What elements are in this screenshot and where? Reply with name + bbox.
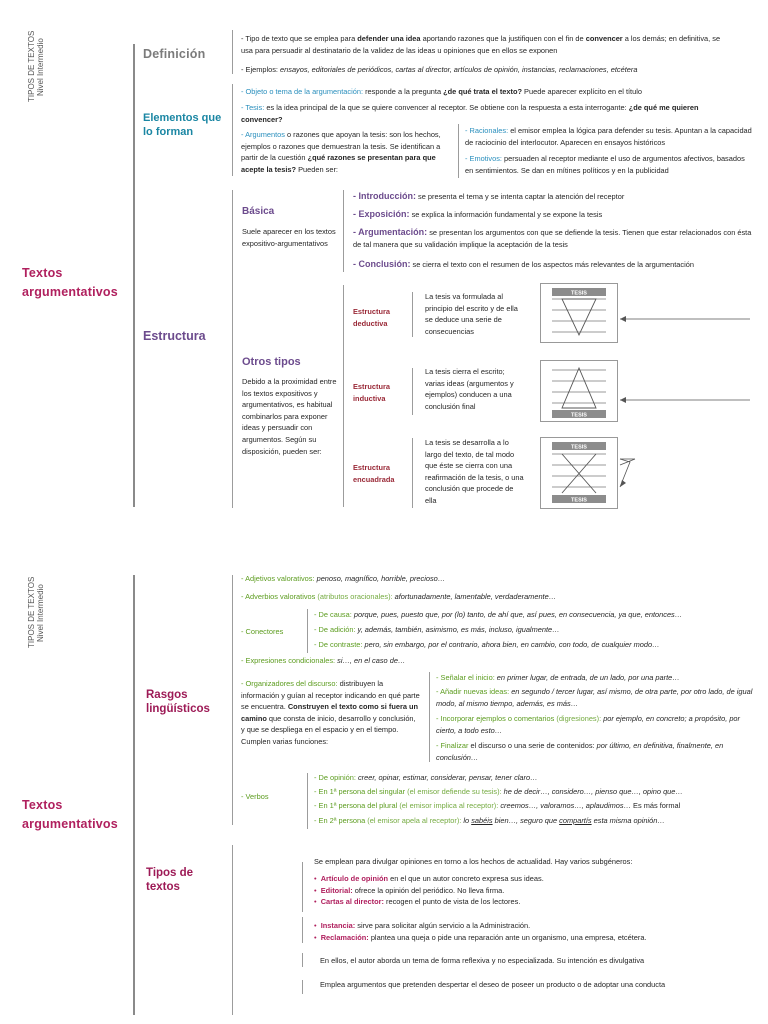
elementos-objeto: - Objeto o tema de la argumentación: responde a la pregunta ¿de qué trata el texto? Puede aparecer explícito en el título	[241, 87, 642, 96]
elementos-emotivos: - Emotivos: persuaden al receptor mediante el uso de argumentos afectivos, basados en sentimientos. Se dan en mítines políticos y en la publicidad	[465, 154, 745, 175]
tipos-heading: Tipos de textos	[146, 867, 194, 893]
main-divider	[133, 575, 135, 1015]
verbos-segunda: - En 2ª persona (el emisor apela al receptor): lo sabéis bien…, seguro que compartís esta misma opinión…	[314, 816, 665, 825]
encuadrada-text: La tesis se desarrolla a lo largo del texto, de tal modo que éste se cierra con una reafirmación de la tesis, o una conclusión que procede de ella	[425, 438, 524, 505]
sidebar-label: TIPOS DE TEXTOS Nivel Intermedio	[27, 576, 45, 648]
tipos-divider	[232, 845, 233, 1015]
elementos-tesis: - Tesis: es la idea principal de la que se quiere convencer al receptor. Se obtiene con la respuesta a esta interrogante: ¿de qué me quieren convencer?	[241, 103, 699, 124]
inductiva-diagram	[540, 360, 760, 422]
estructura-concl: - Conclusión: se cierra el texto con el resumen de los aspectos más relevantes de la argumentación	[353, 259, 694, 269]
rasgos-organizadores: - Organizadores del discurso: distribuyen la información y guían al receptor indicando en qué parte se encuentra. Construyen el texto como si fuera un camino que consta de inicio, desarrollo y conclusión, y que se despliega en el espacio y en el tiempo. Cumplen varias funciones:	[241, 679, 420, 746]
elementos-heading: Elementos que lo forman	[143, 112, 222, 138]
tesis-tag: TESIS	[571, 290, 587, 297]
estructura-heading: Estructura	[143, 329, 206, 343]
definicion-divider	[232, 30, 233, 74]
verbos-plural: - En 1ª persona del plural (el emisor implica al receptor): creemos…, valoramos…, aplaudimos… Es más formal	[314, 801, 681, 810]
tipos-item-instancia: • Instancia: sirve para solicitar algún servicio a la Administración.	[314, 921, 531, 930]
tesis-tag: TESIS	[571, 444, 587, 451]
tipos-item-editorial: • Editorial: ofrece la opinión del periódico. No lleva firma.	[314, 885, 505, 895]
org-ejemplos: - Incorporar ejemplos o comentarios (digresiones): por ejemplo, en concreto; a propósito, por cierto, a todo esto…	[436, 714, 741, 735]
rasgos-adverbios: - Adverbios valorativos (atributos oracionales): afortunadamente, lamentable, verdaderamente…	[241, 592, 557, 601]
deductiva-label: Estructura deductiva	[353, 307, 390, 328]
inductiva-label: Estructura inductiva	[353, 382, 390, 403]
tipos-ensayo: En ellos, el autor aborda un tema de forma reflexiva y no especializada. Su intención es divulgativa	[320, 956, 645, 965]
tesis-tag: TESIS	[571, 412, 587, 419]
definicion-ejemplos: - Ejemplos: ensayos, editoriales de periódicos, cartas al director, artículos de opinión, instancias, reclamaciones, etcétera	[241, 65, 638, 74]
org-nuevas: - Añadir nuevas ideas: en segundo / tercer lugar, así mismo, de otra parte, por otro lado, de igual modo, al mismo tiempo, además, es más…	[436, 687, 753, 708]
rasgos-heading: Rasgos lingüísticos	[146, 689, 210, 715]
tipos-item-articulo: • Artículo de opinión en el que un autor concreto expresa sus ideas.	[314, 874, 544, 883]
basica-text: Suele aparecer en los textos expositivo-argumentativos	[242, 227, 336, 248]
ensayo-divider	[302, 953, 303, 967]
tipos-item-cartas: • Cartas al director: recogen el punto de vista de los lectores.	[314, 897, 521, 907]
rasgos-divider	[232, 575, 233, 825]
tipos-intro: Se emplean para divulgar opiniones en torno a los hechos de actualidad. Hay varios subgéneros:	[314, 857, 633, 866]
deductiva-divider	[412, 292, 413, 337]
inductiva-text: La tesis cierra el escrito; varias ideas (argumentos y ejemplos) conducen a una conclusión final	[425, 367, 514, 411]
otros-heading: Otros tipos	[242, 356, 301, 368]
estructura-expo: - Exposición: se explica la información fundamental y se expone la tesis	[353, 209, 603, 219]
deductiva-diagram	[540, 283, 760, 343]
elementos-argumentos: - Argumentos o razones que apoyan la tesis: son los hechos, ejemplos o razones que demuestran la tesis. Se identifican a partir de la cuestión ¿qué razones se presentan para que acepte la tesis? Pueden ser:	[241, 130, 441, 174]
instancia-divider	[302, 917, 303, 943]
sidebar-label: TIPOS DE TEXTOS Nivel Intermedio	[27, 30, 45, 102]
verbos-opinion: - De opinión: creer, opinar, estimar, considerar, pensar, tener claro…	[314, 773, 538, 782]
verbos-singular: - En 1ª persona del singular (el emisor defiende su tesis): he de decir…, considero…, pienso que…, opino que…	[314, 787, 683, 796]
basica-heading: Básica	[242, 206, 275, 217]
page-title: Textos argumentativos	[22, 266, 118, 299]
otros-divider	[343, 285, 344, 507]
conectores-contraste: - De contraste: pero, sin embargo, por el contrario, ahora bien, en cambio, con todo, de cualquier modo…	[314, 640, 660, 649]
tesis-tag: TESIS	[571, 497, 587, 504]
encuadrada-divider	[412, 438, 413, 508]
org-inicio: - Señalar el inicio: en primer lugar, de entrada, de un lado, por una parte…	[436, 673, 680, 682]
tipos-sub-divider	[302, 862, 303, 912]
tipos-publicidad: Emplea argumentos que pretenden despertar el deseo de poseer un producto o de adoptar una conducta	[320, 980, 666, 989]
conectores-divider	[307, 609, 308, 653]
tipos-list	[314, 873, 764, 908]
conectores-causa: - De causa: porque, pues, puesto que, por (lo) tanto, de ahí que, así pues, en consecuencia, ya que, entonces…	[314, 610, 683, 619]
deductiva-text: La tesis va formulada al principio del escrito y de ella se deduce una serie de consecuencias	[425, 292, 518, 336]
encuadrada-label: Estructura encuadrada	[353, 463, 395, 484]
organizadores-divider	[429, 672, 430, 762]
basica-divider	[343, 190, 344, 272]
elementos-racionales: - Racionales: el emisor emplea la lógica para defender su tesis. Apuntan a la capacidad de raciocinio del interlocutor. Aparecen en ensayos históricos	[465, 126, 752, 147]
org-finalizar: - Finalizar el discurso o una serie de contenidos: por último, en definitiva, finalmente, en conclusión…	[436, 741, 724, 762]
conectores-label: - Conectores	[241, 627, 284, 636]
argumentos-divider	[458, 124, 459, 178]
verbos-label: - Verbos	[241, 792, 269, 801]
tipos-item-reclamacion: • Reclamación: plantea una queja o pide una reparación ante un organismo, una empresa, etcétera.	[314, 932, 647, 942]
definicion-heading: Definición	[143, 47, 206, 61]
page-title: Textos argumentativos	[22, 798, 118, 831]
estructura-argu: - Argumentación: se presentan los argumentos con que se defiende la tesis. Tienen que estar relacionados con ésta de tal manera que su validación implique la aceptación de la tesis	[353, 227, 752, 249]
otros-text: Debido a la proximidad entre los textos expositivos y argumentativos, es habitual combinarlos para exponer ideas y persuadir con argumentos. Según su disposición, pueden ser:	[242, 377, 337, 456]
definicion-text: - Tipo de texto que se emplea para defender una idea aportando razones que la justifiquen con el fin de convencer a los demás; en definitiva, se usa para persuadir al destinatario de la validez de las ideas u opiniones que en ellos se exponen	[241, 34, 721, 55]
verbos-divider	[307, 773, 308, 829]
rasgos-adjetivos: - Adjetivos valorativos: penoso, magnífico, horrible, precioso…	[241, 574, 446, 583]
rasgos-condicionales: - Expresiones condicionales: si…, en el caso de…	[241, 656, 406, 665]
estructura-intro: - Introducción: se presenta el tema y se intenta captar la atención del receptor	[353, 191, 625, 201]
inductiva-divider	[412, 368, 413, 415]
conectores-adicion: - De adición: y, además, también, asimismo, es más, incluso, igualmente…	[314, 625, 560, 634]
encuadrada-diagram	[540, 437, 760, 509]
estructura-divider	[232, 190, 233, 508]
tipos-list-2	[314, 920, 764, 943]
publicidad-divider	[302, 980, 303, 994]
main-divider	[133, 44, 135, 507]
elementos-divider	[232, 84, 233, 176]
